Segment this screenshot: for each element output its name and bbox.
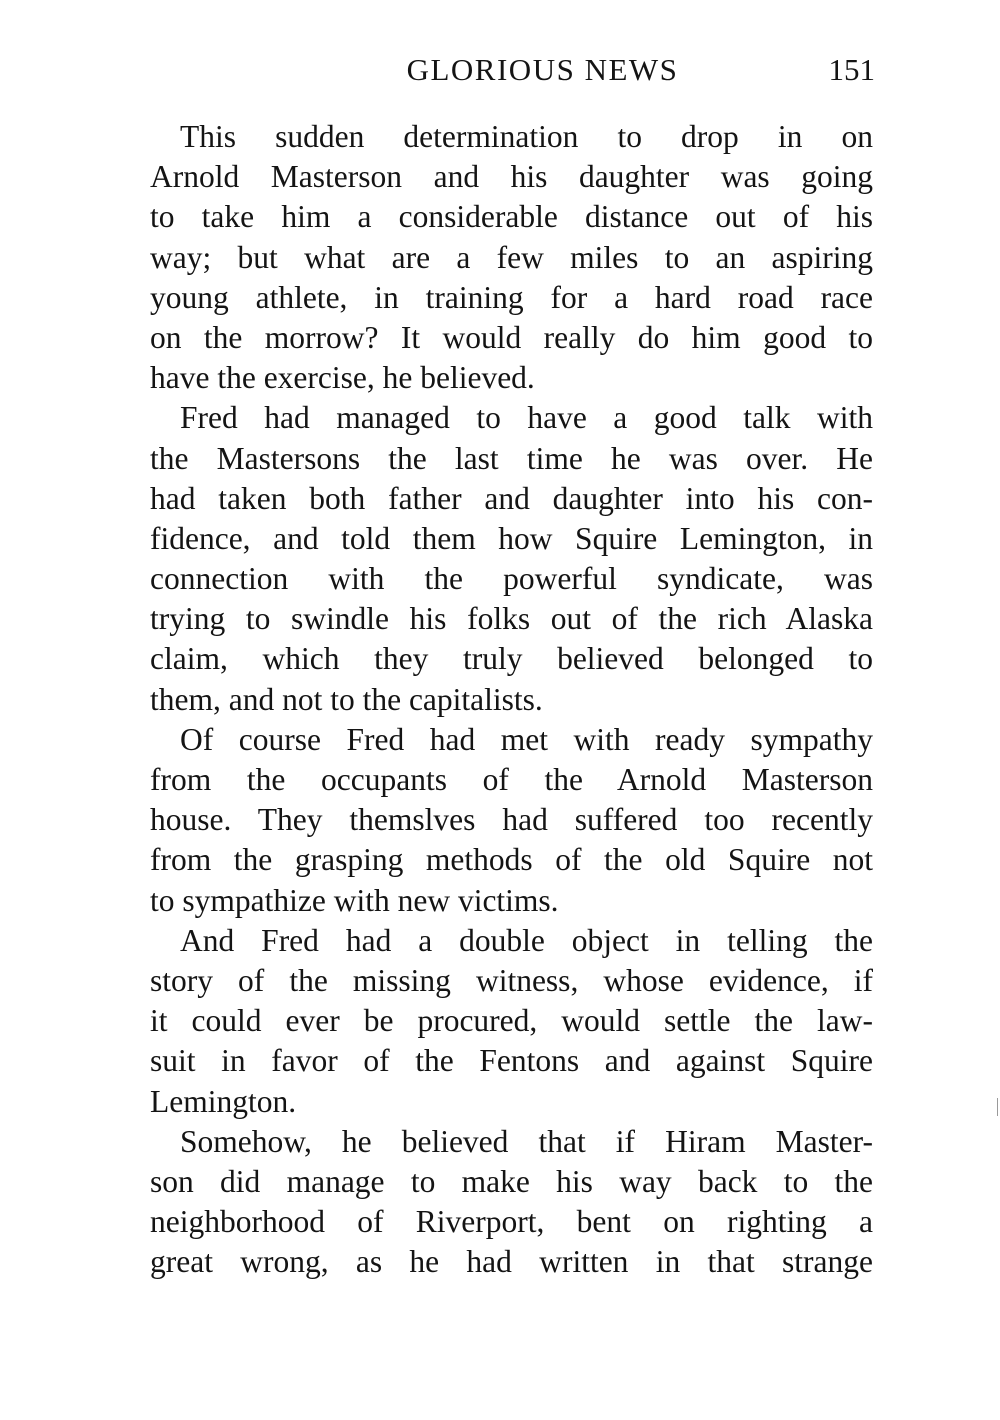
text-line: way; but what are a few miles to an aspiring <box>150 239 873 275</box>
text-line: This sudden determination to drop in on <box>180 119 873 154</box>
text-line: neighborhood of Riverport, bent on righting a <box>150 1204 873 1240</box>
text-line: it could ever be procured, would settle the law- <box>150 1003 873 1039</box>
running-head <box>150 52 875 96</box>
text-line: have the exercise, he believed. <box>150 360 535 396</box>
text-line: claim, which they truly believed belonged to <box>150 641 873 677</box>
scan-edge-mark <box>997 1098 998 1116</box>
text-line: from the grasping methods of the old Squire not <box>150 842 873 878</box>
text-line: had taken both father and daughter into his con- <box>150 480 873 516</box>
text-line: to take him a considerable distance out of his <box>150 199 873 235</box>
text-line: young athlete, in training for a hard road race <box>150 279 873 315</box>
text-line: fidence, and told them how Squire Lemington, in <box>150 520 873 556</box>
text-line: Fred had managed to have a good talk with <box>180 400 873 436</box>
text-line: Arnold Masterson and his daughter was going <box>150 159 873 195</box>
text-line: Of course Fred had met with ready sympathy <box>180 721 873 757</box>
text-line: great wrong, as he had written in that strange <box>150 1244 873 1280</box>
page-number: 151 <box>828 52 875 87</box>
text-line: Lemington. <box>150 1083 297 1119</box>
text-line: to sympathize with new victims. <box>150 882 559 918</box>
text-line: on the morrow? It would really do him good to <box>150 319 873 355</box>
text-line: connection with the powerful syndicate, was <box>150 561 873 597</box>
text-line: them, and not to the capitalists. <box>150 681 543 717</box>
text-line: And Fred had a double object in telling the <box>180 922 873 958</box>
text-line: story of the missing witness, whose evidence, if <box>150 962 873 998</box>
text-line: trying to swindle his folks out of the rich Alaska <box>150 601 873 637</box>
body-text <box>150 117 873 1282</box>
text-line: son did manage to make his way back to the <box>150 1163 873 1199</box>
text-line: house. They themslves had suffered too recently <box>150 802 873 838</box>
text-line: suit in favor of the Fentons and against Squire <box>150 1043 873 1079</box>
text-line: the Mastersons the last time he was over. He <box>150 440 873 476</box>
text-line: from the occupants of the Arnold Masterson <box>150 762 873 797</box>
running-title: GLORIOUS NEWS <box>406 52 679 87</box>
text-line: Somehow, he believed that if Hiram Master- <box>180 1123 873 1159</box>
